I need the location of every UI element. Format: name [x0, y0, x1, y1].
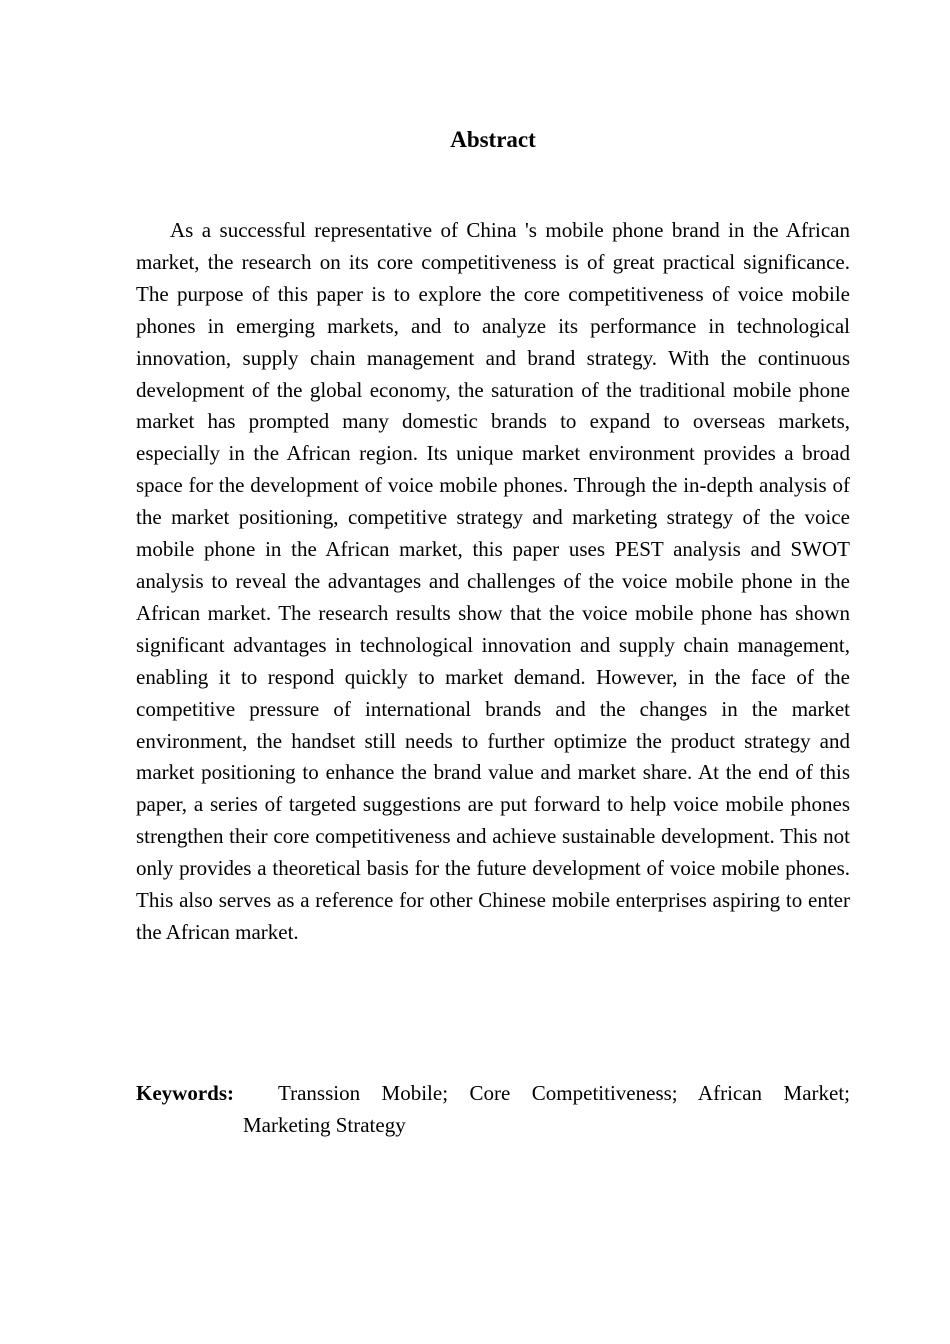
keywords-section — [136, 1077, 850, 1141]
keywords-label: Keywords: — [136, 1081, 234, 1105]
abstract-title: Abstract — [450, 127, 536, 152]
abstract-body: As a successful representative of China 's mobile phone brand in the African market, the research on its core competitiveness is of great practical significance. The purpose of this paper is to explore the core competitiveness of voice mobile phones in emerging markets, and to analyze its performance in technological innovation, supply chain management and brand strategy. With the continuous development of the global economy, the saturation of the traditional mobile phone market has prompted many domestic brands to expand to overseas markets, especially in the African region. Its unique market environment provides a broad space for the development of voice mobile phones. Through the in-depth analysis of the market positioning, competitive strategy and marketing strategy of the voice mobile phone in the African market, this paper uses PEST analysis and SWOT analysis to reveal the advantages and challenges of the voice mobile phone in the African market. The research results show that the voice mobile phone has shown significant advantages in technological innovation and supply chain management, enabling it to respond quickly to market demand. However, in the face of the competitive pressure of international brands and the changes in the market environment, the handset still needs to further optimize the product strategy and market positioning to enhance the brand value and market share. At the end of this paper, a series of targeted suggestions are put forward to help voice mobile phones strengthen their core competitiveness and achieve sustainable development. This not only provides a theoretical basis for the future development of voice mobile phones. This also serves as a reference for other Chinese mobile enterprises aspiring to enter the African market. — [136, 218, 850, 944]
keywords-value: Transsion Mobile; Core Competitiveness; African Market; Marketing Strategy — [243, 1081, 850, 1137]
